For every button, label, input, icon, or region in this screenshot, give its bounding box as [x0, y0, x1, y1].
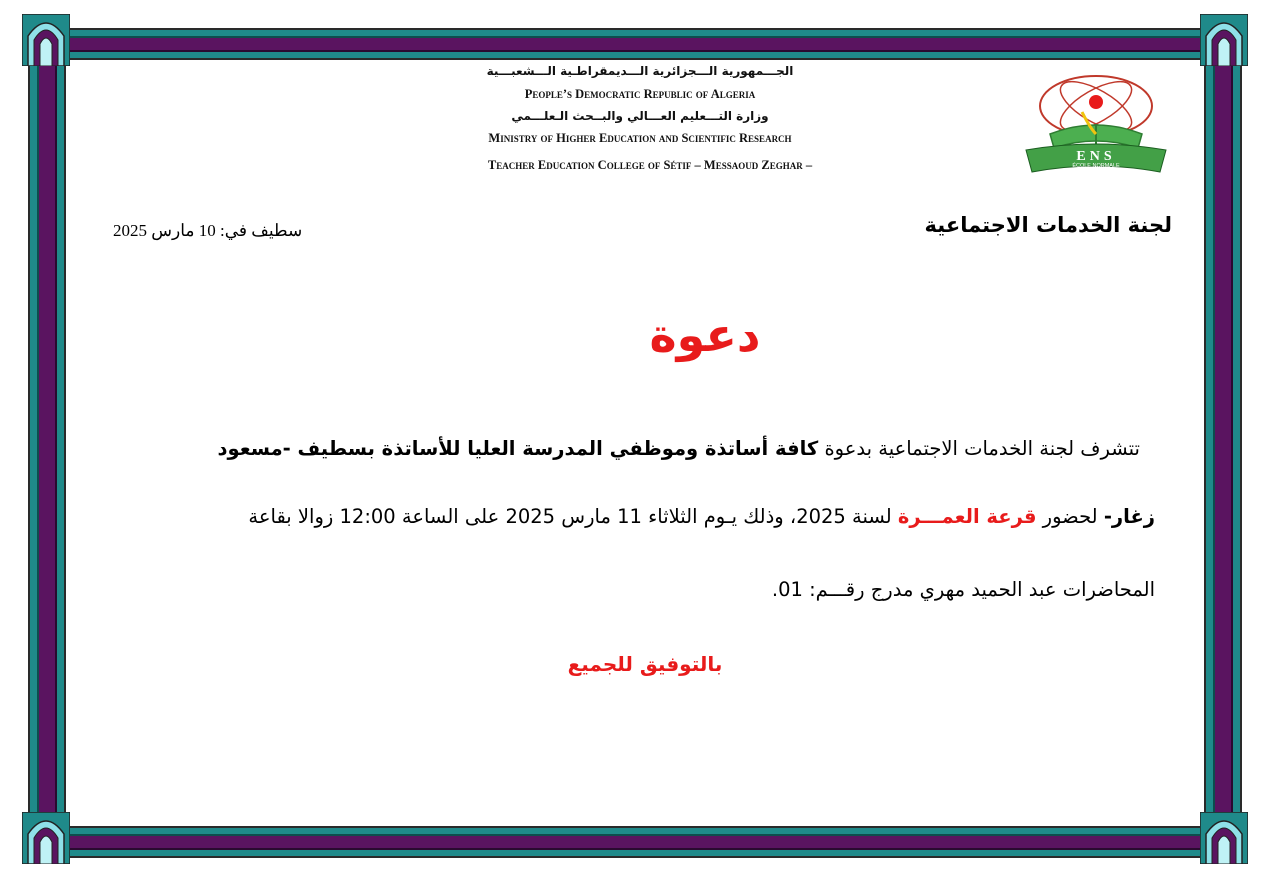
- corner-ornament-icon: [22, 812, 70, 864]
- republic-arabic: الجـــمهورية الـــجزائرية الـــديمقراطـية الـــشعبـــية: [486, 64, 794, 78]
- body-text-highlight: قرعة العمـــرة: [897, 505, 1037, 528]
- ens-setif-logo: [1020, 68, 1172, 176]
- border-top: [66, 28, 1204, 60]
- body-text: لحضور: [1036, 505, 1104, 528]
- committee-name: لجنة الخدمات الاجتماعية: [924, 213, 1172, 237]
- republic-english: People’s Democratic Republic of Algeria: [524, 87, 756, 101]
- corner-ornament-icon: [22, 14, 70, 66]
- body-text: لسنة 2025، وذلك يـوم الثلاثاء 11 مارس 2025 على الساعة 12:00 زوالا بقاعة: [248, 505, 898, 528]
- logo-acronym: ENS: [1076, 149, 1116, 164]
- closing-greeting: بالتوفيق للجميع: [567, 652, 723, 676]
- logo-line1: ÉCOLE NORMALE: [1072, 163, 1120, 169]
- body-text: تتشرف لجنة الخدمات الاجتماعية بدعوة: [818, 437, 1140, 460]
- body-line-3: المحاضرات عبد الحميد مهري مدرج رقـــم: 01.: [771, 578, 1155, 601]
- border-left: [28, 66, 66, 826]
- college-english: Teacher Education College of Sétif – Messaoud Zeghar –: [487, 158, 813, 172]
- logo-line2: SUPÉRIEURE - SÉTIF: [1072, 169, 1120, 174]
- corner-ornament-icon: [1200, 812, 1248, 864]
- body-text-bold: كافة أساتذة وموظفي المدرسة العليا للأساتذة بسطيف -مسعود: [217, 437, 819, 460]
- border-right: [1204, 66, 1242, 826]
- body-text-bold: زغار-: [1103, 505, 1155, 528]
- border-bottom: [66, 826, 1204, 858]
- body-line-1: [218, 437, 1140, 460]
- document-date: سطيف في: 10 مارس 2025: [113, 221, 303, 240]
- corner-ornament-icon: [1200, 14, 1248, 66]
- ministry-english: Ministry of Higher Education and Scientific Research: [488, 131, 792, 145]
- body-line-2: [248, 505, 1155, 528]
- ministry-arabic: وزارة التـــعليم العـــالي والبــحث الـعلـــمي: [511, 109, 769, 123]
- document-title: دعوة: [649, 308, 761, 362]
